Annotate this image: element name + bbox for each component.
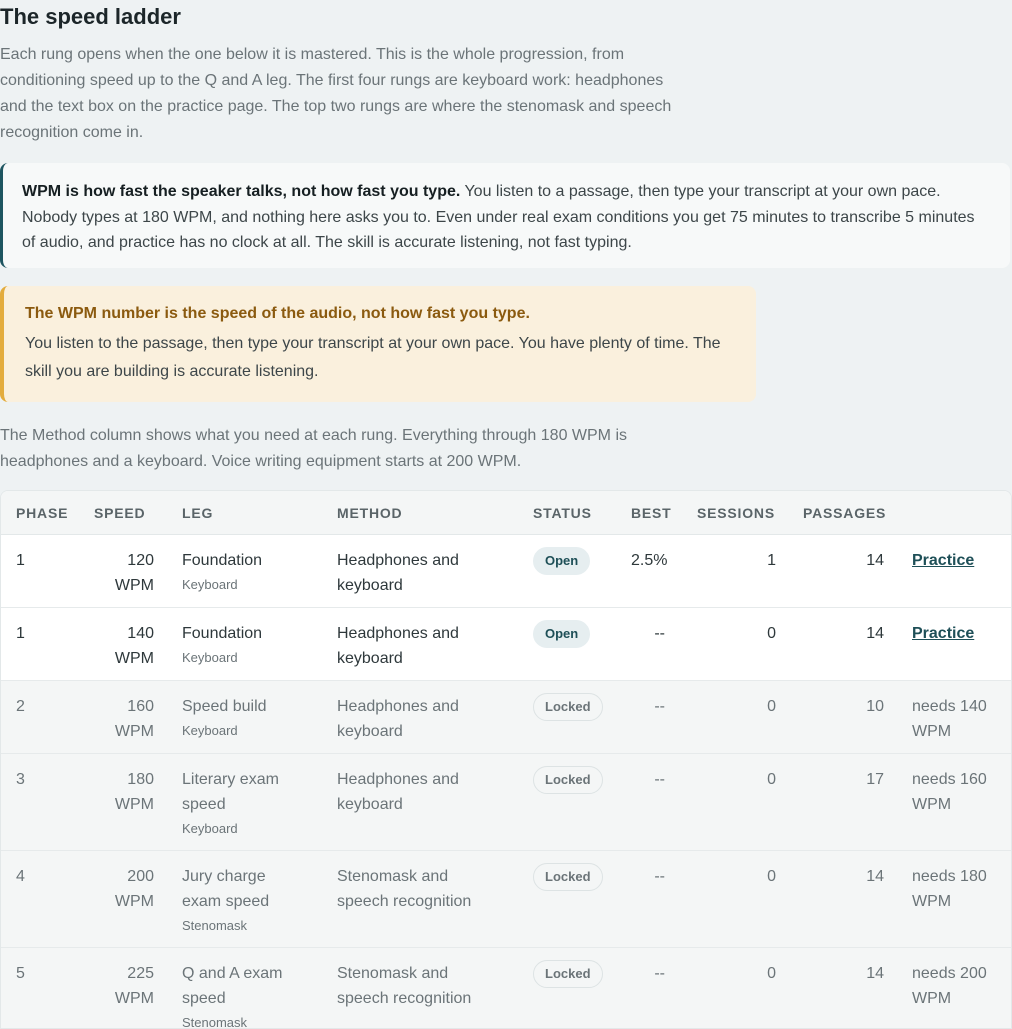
passages-cell: 10 — [788, 681, 897, 754]
method-cell: Stenomask and speech recognition — [322, 851, 518, 948]
speed-value: 120 — [127, 552, 154, 569]
leg-input-type: Stenomask — [182, 1015, 248, 1029]
speed-value: 140 — [127, 625, 154, 642]
status-cell — [518, 948, 616, 1029]
speed-value: 160 — [127, 698, 154, 715]
leg-cell — [167, 754, 322, 851]
table-row — [1, 851, 1012, 948]
header-status: STATUS — [518, 491, 616, 535]
header-leg: LEG — [167, 491, 322, 535]
action-cell — [897, 608, 1012, 681]
speed-cell — [79, 948, 167, 1029]
unlock-requirement: needs 180 WPM — [897, 851, 1012, 948]
table-body — [1, 535, 1012, 1029]
leg-cell — [167, 948, 322, 1029]
leg-name: Speed build — [182, 698, 267, 715]
header-phase: PHASE — [1, 491, 79, 535]
unlock-requirement: needs 200 WPM — [897, 948, 1012, 1029]
practice-link[interactable]: Practice — [912, 552, 975, 569]
wpm-warning-callout — [0, 286, 756, 402]
speed-cell — [79, 851, 167, 948]
action-cell — [897, 535, 1012, 608]
best-cell: -- — [616, 681, 682, 754]
table-row — [1, 681, 1012, 754]
passages-cell: 14 — [788, 851, 897, 948]
best-cell: -- — [616, 948, 682, 1029]
warning-body: You listen to the passage, then type your transcript at your own pace. You have plenty of time. The skill you are building is accurate listening. — [25, 335, 721, 380]
best-cell: -- — [616, 608, 682, 681]
table-row — [1, 608, 1012, 681]
sessions-cell: 1 — [682, 535, 788, 608]
status-cell — [518, 535, 616, 608]
status-badge: Locked — [533, 766, 603, 794]
passages-cell: 14 — [788, 608, 897, 681]
leg-input-type: Stenomask — [182, 918, 248, 933]
sessions-cell: 0 — [682, 754, 788, 851]
status-cell — [518, 851, 616, 948]
speed-cell — [79, 754, 167, 851]
sessions-cell: 0 — [682, 851, 788, 948]
speed-value: 180 — [127, 771, 154, 788]
header-passages: PASSAGES — [788, 491, 897, 535]
leg-cell — [167, 535, 322, 608]
warning-title: The WPM number is the speed of the audio, not how fast you type. — [25, 305, 530, 322]
method-cell: Stenomask and speech recognition — [322, 948, 518, 1029]
table-row — [1, 948, 1012, 1029]
speed-cell — [79, 535, 167, 608]
header-method: METHOD — [322, 491, 518, 535]
sessions-cell: 0 — [682, 948, 788, 1029]
status-badge: Open — [533, 547, 590, 575]
phase-cell: 3 — [1, 754, 79, 851]
intro-paragraph: Each rung opens when the one below it is mastered. This is the whole progression, from conditioning speed up to the Q and A leg. The first four rungs are keyboard work: headphones and the text box on the practice page. The top two rungs are where the stenomask and speech recognition come in. — [0, 46, 672, 141]
practice-link[interactable]: Practice — [912, 625, 975, 642]
speed-unit: WPM — [114, 650, 154, 667]
status-cell — [518, 754, 616, 851]
speed-unit: WPM — [114, 893, 154, 910]
method-cell: Headphones and keyboard — [322, 608, 518, 681]
leg-input-type: Keyboard — [182, 650, 238, 665]
table-row — [1, 754, 1012, 851]
phase-cell: 1 — [1, 608, 79, 681]
header-best: BEST — [616, 491, 682, 535]
leg-input-type: Keyboard — [182, 821, 238, 836]
header-sessions: SESSIONS — [682, 491, 788, 535]
speed-unit: WPM — [114, 990, 154, 1007]
speed-cell — [79, 681, 167, 754]
status-badge: Locked — [533, 863, 603, 891]
speed-unit: WPM — [114, 577, 154, 594]
leg-name: Literary exam speed — [182, 771, 279, 813]
leg-cell — [167, 851, 322, 948]
wpm-info-note — [0, 163, 1010, 268]
method-note: The Method column shows what you need at each rung. Everything through 180 WPM is headphones and a keyboard. Voice writing equipment starts at 200 WPM. — [0, 427, 628, 470]
speed-ladder-table — [0, 490, 1012, 1029]
method-cell: Headphones and keyboard — [322, 754, 518, 851]
passages-cell: 14 — [788, 948, 897, 1029]
leg-name: Q and A exam speed — [182, 965, 283, 1007]
info-note-bold: WPM is how fast the speaker talks, not how fast you type. — [22, 183, 461, 200]
leg-name: Jury charge exam speed — [182, 868, 270, 910]
unlock-requirement: needs 140 WPM — [897, 681, 1012, 754]
passages-cell: 17 — [788, 754, 897, 851]
speed-cell — [79, 608, 167, 681]
status-cell — [518, 681, 616, 754]
header-action — [897, 491, 1012, 535]
status-cell — [518, 608, 616, 681]
info-note-text: You listen to a passage, then type your transcript at your own pace. Nobody types at 180 WPM, and nothing here asks you to. Even under real exam conditions you get 75 minutes to transcribe 5 minutes of audio, and practice has no clock at all. The skill is accurate listening, not fast typing. — [22, 183, 975, 251]
table-row — [1, 535, 1012, 608]
leg-cell — [167, 608, 322, 681]
speed-value: 225 — [127, 965, 154, 982]
phase-cell: 4 — [1, 851, 79, 948]
phase-cell: 5 — [1, 948, 79, 1029]
passages-cell: 14 — [788, 535, 897, 608]
best-cell: 2.5% — [616, 535, 682, 608]
best-cell: -- — [616, 754, 682, 851]
leg-input-type: Keyboard — [182, 577, 238, 592]
phase-cell: 1 — [1, 535, 79, 608]
table-header-row — [1, 491, 1012, 535]
speed-unit: WPM — [114, 796, 154, 813]
leg-input-type: Keyboard — [182, 723, 238, 738]
phase-cell: 2 — [1, 681, 79, 754]
speed-unit: WPM — [114, 723, 154, 740]
page-title: The speed ladder — [0, 4, 181, 29]
header-speed: SPEED — [79, 491, 167, 535]
status-badge: Open — [533, 620, 590, 648]
method-cell: Headphones and keyboard — [322, 681, 518, 754]
best-cell: -- — [616, 851, 682, 948]
status-badge: Locked — [533, 693, 603, 721]
leg-cell — [167, 681, 322, 754]
leg-name: Foundation — [182, 552, 263, 569]
unlock-requirement: needs 160 WPM — [897, 754, 1012, 851]
leg-name: Foundation — [182, 625, 263, 642]
speed-value: 200 — [127, 868, 154, 885]
sessions-cell: 0 — [682, 681, 788, 754]
method-cell: Headphones and keyboard — [322, 535, 518, 608]
status-badge: Locked — [533, 960, 603, 988]
sessions-cell: 0 — [682, 608, 788, 681]
